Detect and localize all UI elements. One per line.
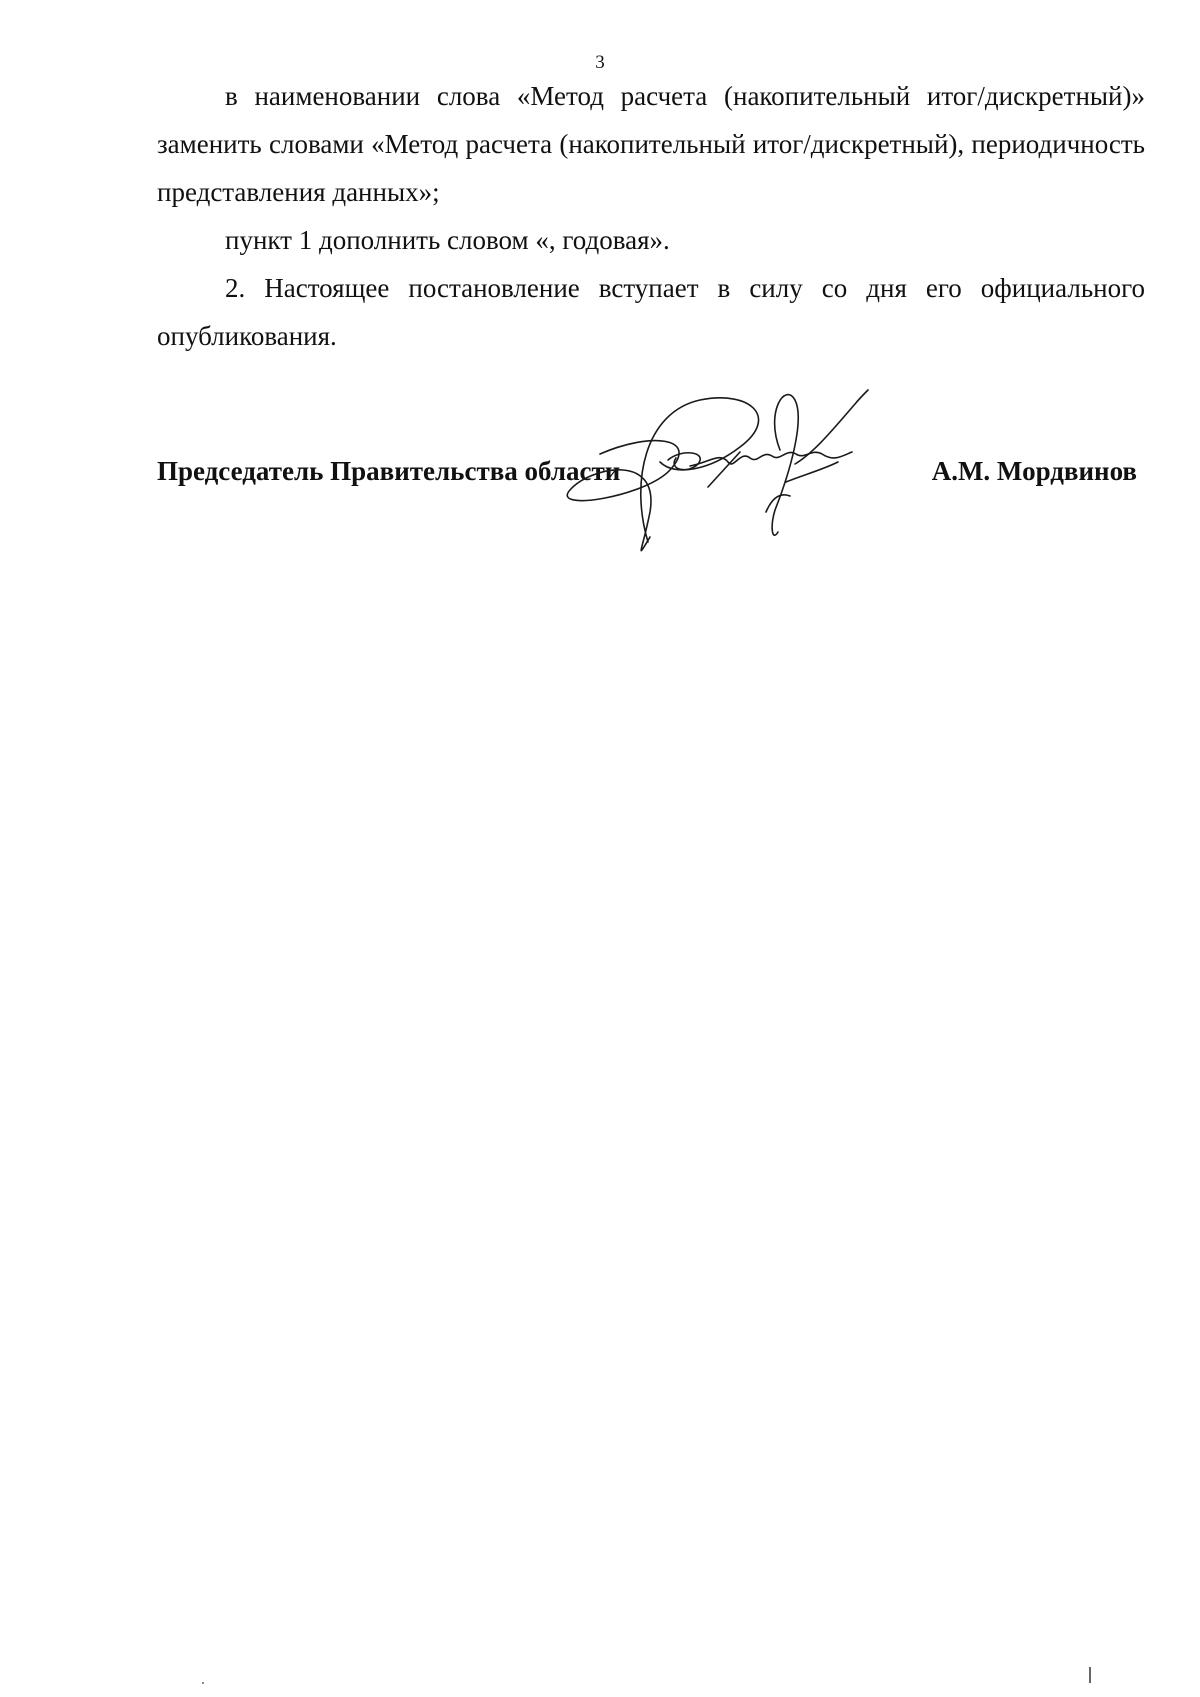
signature-stroke-right-loop [772, 395, 798, 536]
scan-margin-mark [1089, 1667, 1091, 1683]
document-body [157, 72, 1145, 360]
scan-dust-mark [202, 1682, 204, 1684]
page-number: 3 [595, 52, 605, 73]
paragraph-entry-into-force: 2. Настоящее постановление вступает в силу со дня его официального опубликования. [157, 273, 1145, 351]
signer-title: Председатель Правительства области [157, 456, 621, 486]
signature-stroke-flourish [795, 390, 868, 464]
signer-name: А.М. Мордвинов [931, 456, 1137, 486]
signature-stroke-cross [786, 462, 838, 482]
handwritten-signature [590, 392, 950, 592]
paragraph-item-1-addition: пункт 1 дополнить словом «, годовая». [225, 225, 670, 255]
signature-stroke-oval [641, 398, 759, 542]
paragraph-rename-heading: в наименовании слова «Метод расчета (накопительный итог/дискретный)» заменить словами «Метод расчета (накопительный итог/дискретный), периодичность представления данных»; [157, 81, 1145, 207]
signature-stroke-wave [690, 452, 852, 466]
